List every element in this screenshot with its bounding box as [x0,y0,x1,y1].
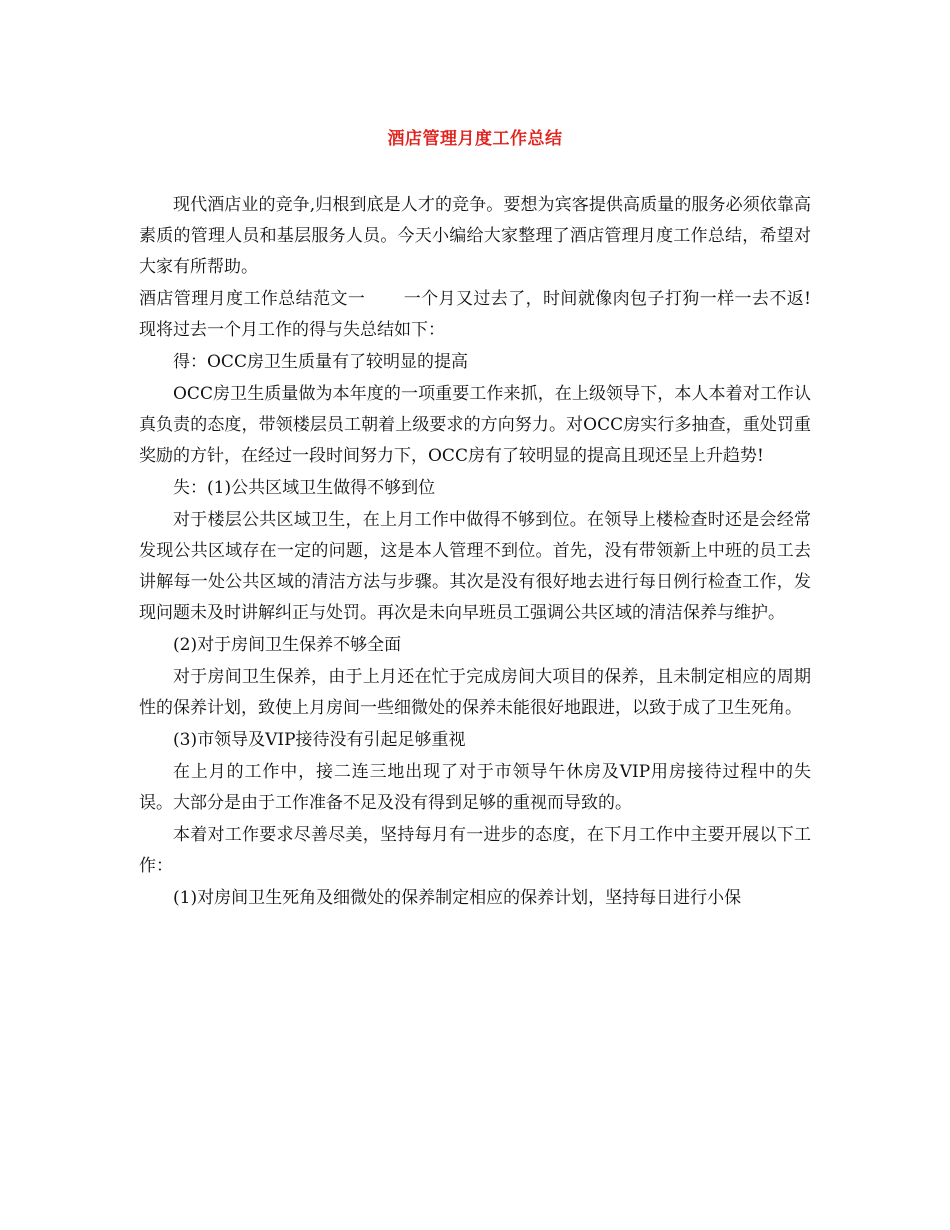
gain-heading: 得：OCC房卫生质量有了较明显的提高 [173,352,468,372]
loss-heading-3: (3)市领导及VIP接待没有引起足够重视 [173,730,466,750]
plan-intro-paragraph: 本着对工作要求尽善尽美，坚持每月有一进步的态度，在下月工作中主要开展以下工作： [139,825,811,876]
loss-paragraph-2: 对于房间卫生保养，由于上月还在忙于完成房间大项目的保养，且未制定相应的周期性的保养计划，致使上月房间一些细微处的保养未能很好地跟进，以致于成了卫生死角。 [139,667,811,718]
loss-heading-2: (2)对于房间卫生保养不够全面 [173,635,402,655]
sample-opening: 一个月又过去了，时间就像肉包子打狗一样一去不返!现将过去一个月工作的得与失总结如下： [139,289,811,340]
sample-heading-paragraph [139,284,811,346]
document-body [139,190,811,915]
loss-heading-1: 失：(1)公共区域卫生做得不够到位 [173,478,436,498]
plan-item-1: (1)对房间卫生死角及细微处的保养制定相应的保养计划，坚持每日进行小保 [173,888,742,908]
loss-paragraph-1: 对于楼层公共区域卫生，在上月工作中做得不够到位。在领导上楼检查时还是会经常发现公共区域存在一定的问题，这是本人管理不到位。首先，没有带领新上中班的员工去讲解每一处公共区域的清洁方法与步骤。其次是没有很好地去进行每日例行检查工作，发现问题未及时讲解纠正与处罚。再次是未向早班员工强调公共区域的清洁保养与维护。 [139,510,811,623]
sample-heading: 酒店管理月度工作总结范文一 [139,289,366,309]
loss-paragraph-3: 在上月的工作中，接二连三地出现了对于市领导午休房及VIP用房接待过程中的失误。大部分是由于工作准备不足及没有得到足够的重视而导致的。 [139,762,811,813]
document-title: 酒店管理月度工作总结 [387,129,563,149]
gain-paragraph: OCC房卫生质量做为本年度的一项重要工作来抓，在上级领导下，本人本着对工作认真负责的态度，带领楼层员工朝着上级要求的方向努力。对OCC房实行多抽查，重处罚重奖励的方针，在经过一段时间努力下，OCC房有了较明显的提高且现还呈上升趋势! [139,384,811,466]
intro-paragraph: 现代酒店业的竞争,归根到底是人才的竞争。要想为宾客提供高质量的服务必须依靠高素质的管理人员和基层服务人员。今天小编给大家整理了酒店管理月度工作总结，希望对大家有所帮助。 [139,195,811,277]
